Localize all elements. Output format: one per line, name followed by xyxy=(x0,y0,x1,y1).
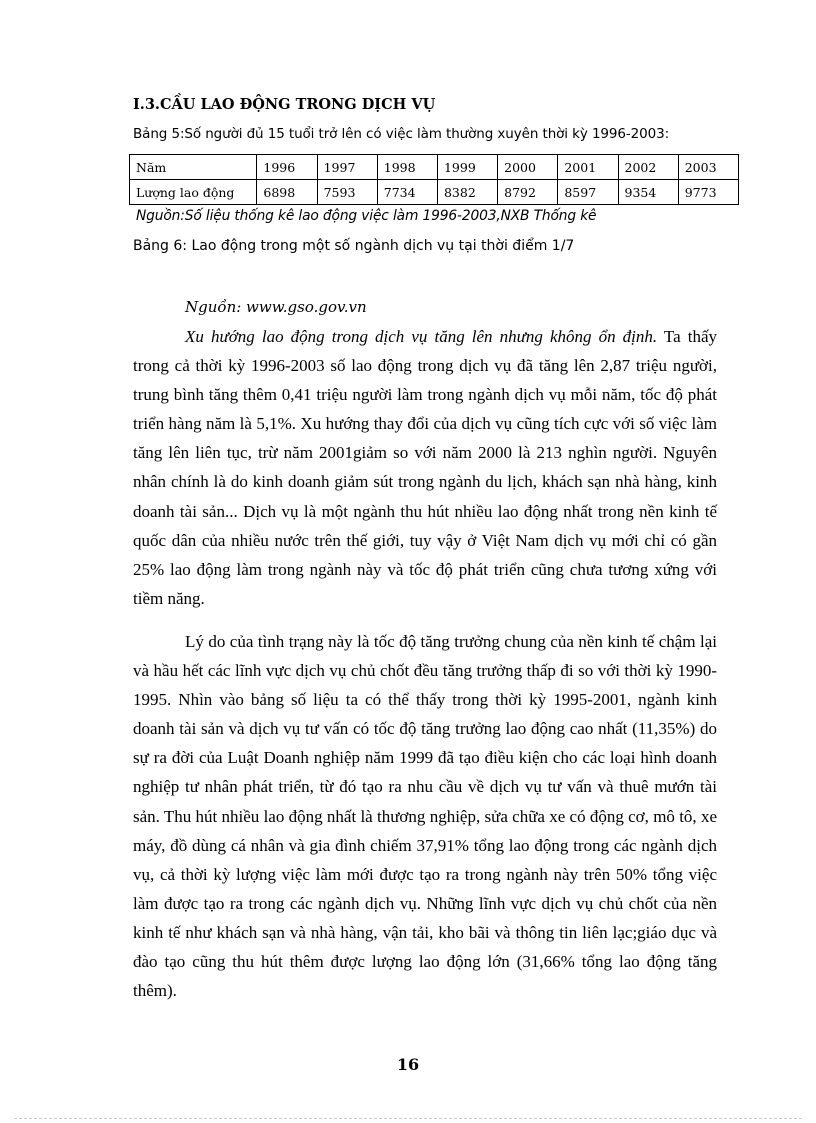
table-cell: 6898 xyxy=(257,180,317,205)
paragraph-trend xyxy=(133,322,717,613)
table5-caption: Bảng 5:Số người đủ 15 tuổi trở lên có việc làm thường xuyên thời kỳ 1996-2003: xyxy=(133,126,670,142)
table6-caption: Bảng 6: Lao động trong một số ngành dịch vụ tại thời điểm 1/7 xyxy=(133,238,575,254)
table-cell: 2003 xyxy=(678,155,738,180)
table-header-row xyxy=(130,155,739,180)
table-cell: 7734 xyxy=(377,180,437,205)
page-number: 16 xyxy=(396,1055,420,1074)
paragraph-reason: Lý do của tình trạng này là tốc độ tăng trưởng chung của nền kinh tế chậm lại và hầu hết các lĩnh vực dịch vụ chủ chốt đều tăng trưởng thấp đi so với thời kỳ 1990-1995. Nhìn vào bảng số liệu ta có thể thấy trong thời kỳ 1995-2001, ngành kinh doanh tài sản và dịch vụ tư vấn có tốc độ tăng trưởng lao động cao nhất (11,35%) do sự ra đời của Luật Doanh nghiệp năm 1999 đã tạo điều kiện cho các loại hình doanh nghiệp tư nhân phát triển, từ đó tạo ra nhu cầu về dịch vụ tư vấn và thuê mướn tài sản. Thu hút nhiều lao động nhất là thương nghiệp, sửa chữa xe có động cơ, mô tô, xe máy, đồ dùng cá nhân và gia đình chiếm 37,91% tổng lao động trong các ngành dịch vụ, cả thời kỳ lượng việc làm mới được tạo ra trong ngành này trên 50% tổng việc làm được tạo ra trong các ngành dịch vụ. Những lĩnh vực dịch vụ chủ chốt của nền kinh tế như khách sạn và nhà hàng, vận tải, kho bãi và thông tin liên lạc;giáo dục và đào tạo cũng thu hút thêm được lượng lao động lớn (31,66% tổng lao động tăng thêm). xyxy=(133,632,717,1001)
page-bottom-rule xyxy=(14,1118,802,1119)
paragraph-lead: Xu hướng lao động trong dịch vụ tăng lên nhưng không ổn định. xyxy=(185,327,658,346)
table6-source: Nguồn: www.gso.gov.vn xyxy=(185,298,367,316)
table-cell: 2000 xyxy=(498,155,558,180)
employment-table xyxy=(129,154,739,205)
table5-source: Nguồn:Số liệu thống kê lao động việc làm 1996-2003,NXB Thống kê xyxy=(136,208,597,224)
table-cell: 1999 xyxy=(437,155,497,180)
table-cell: 7593 xyxy=(317,180,377,205)
table-cell: 8597 xyxy=(558,180,618,205)
paragraph-body: Ta thấy trong cả thời kỳ 1996-2003 số lao động trong dịch vụ đã tăng lên 2,87 triệu người, trung bình tăng thêm 0,41 triệu người làm trong ngành dịch vụ mỗi năm, tốc độ phát triển hàng năm là 5,1%. Xu hướng thay đổi của dịch vụ cũng tích cực với số việc làm tăng lên liên tục, trừ năm 2001giảm so với năm 2000 là 213 nghìn người. Nguyên nhân chính là do kinh doanh giảm sút trong ngành du lịch, khách sạn nhà hàng, kinh doanh tài sản... Dịch vụ là một ngành thu hút nhiều lao động nhất trong nền kinh tế quốc dân của nhiều nước trên thế giới, tuy vậy ở Việt Nam dịch vụ mới chỉ có gần 25% lao động làm trong ngành này và tốc độ phát triển cũng chưa tương xứng với tiềm năng. xyxy=(133,327,717,608)
section-heading: I.3.CẦU LAO ĐỘNG TRONG DỊCH VỤ xyxy=(133,96,436,113)
table-cell: 2001 xyxy=(558,155,618,180)
table-cell: 1997 xyxy=(317,155,377,180)
table-cell: 9354 xyxy=(618,180,678,205)
table-cell: 8792 xyxy=(498,180,558,205)
table-cell: 8382 xyxy=(437,180,497,205)
table-cell: Lượng lao động xyxy=(130,180,257,205)
table-cell: 1996 xyxy=(257,155,317,180)
table-cell: 9773 xyxy=(678,180,738,205)
table-cell: 1998 xyxy=(377,155,437,180)
table-cell: 2002 xyxy=(618,155,678,180)
table-row xyxy=(130,180,739,205)
table-cell: Năm xyxy=(130,155,257,180)
